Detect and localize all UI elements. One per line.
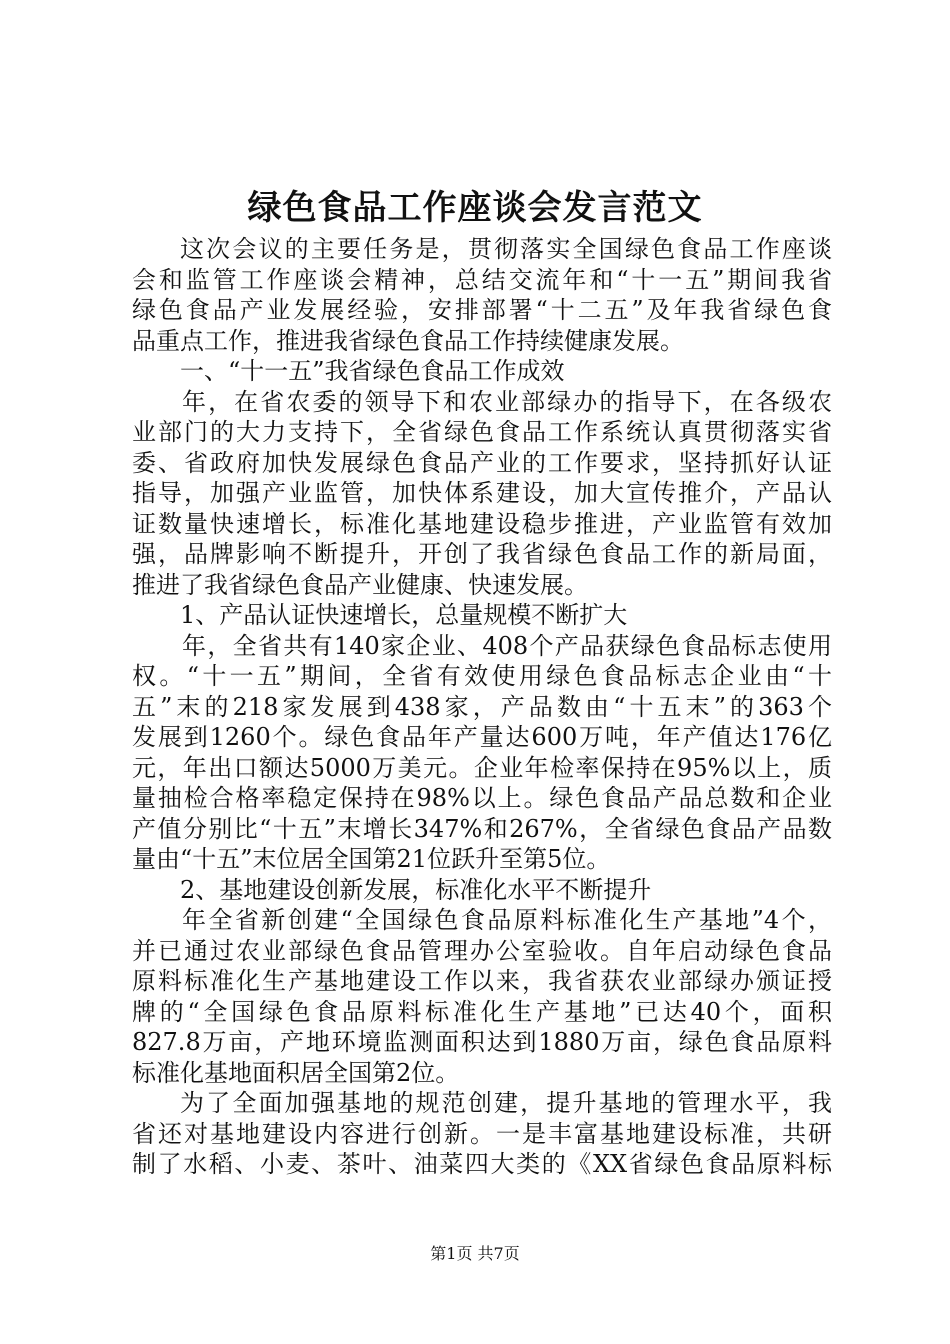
- page-number-footer: 第1页 共7页: [430, 1244, 520, 1263]
- paragraph-line: 省还对基地建设内容进行创新。一是丰富基地建设标准，共研: [132, 1119, 832, 1148]
- paragraph-line: 元，年出口额达5000万美元。企业年检率保持在95%以上，质: [132, 753, 832, 782]
- paragraph-line: 制了水稻、小麦、茶叶、油菜四大类的《XX省绿色食品原料标: [132, 1150, 832, 1178]
- paragraph-line: 绿色食品产业发展经验，安排部署“十二五”及年我省绿色食: [132, 296, 832, 324]
- paragraph-line: 业部门的大力支持下，全省绿色食品工作系统认真贯彻落实省: [132, 418, 832, 446]
- paragraph-line: 会和监管工作座谈会精神，总结交流年和“十一五”期间我省: [132, 265, 832, 294]
- paragraph-line: 并已通过农业部绿色食品管理办公室验收。自年启动绿色食品: [132, 936, 832, 965]
- paragraph-line: 这次会议的主要任务是，贯彻落实全国绿色食品工作座谈: [180, 235, 832, 263]
- paragraph-line: 权。“十一五”期间，全省有效使用绿色食品标志企业由“十: [132, 662, 832, 690]
- paragraph-line: 推进了我省绿色食品产业健康、快速发展。: [132, 570, 588, 599]
- paragraph-line: 牌的“全国绿色食品原料标准化生产基地”已达40个，面积: [132, 997, 832, 1026]
- document-title: 绿色食品工作座谈会发言范文: [247, 188, 703, 228]
- paragraph-line: 量抽检合格率稳定保持在98%以上。绿色食品产品总数和企业: [132, 784, 832, 812]
- paragraph-line: 年，全省共有140家企业、408个产品获绿色食品标志使用: [182, 631, 832, 660]
- paragraph-line: 证数量快速增长，标准化基地建设稳步推进，产业监管有效加: [132, 509, 832, 538]
- paragraph-line: 五”末的218家发展到438家，产品数由“十五末”的363个: [132, 692, 832, 721]
- section-heading: 一、“十一五”我省绿色食品工作成效: [180, 357, 565, 385]
- paragraph-line: 为了全面加强基地的规范创建，提升基地的管理水平，我: [180, 1089, 832, 1117]
- paragraph-line: 原料标准化生产基地建设工作以来，我省获农业部绿办颁证授: [132, 967, 832, 995]
- section-heading: 1、产品认证快速增长，总量规模不断扩大: [180, 601, 628, 629]
- document-body: [132, 234, 832, 1180]
- section-heading: 2、基地建设创新发展，标准化水平不断提升: [180, 875, 652, 904]
- paragraph-line: 产值分别比“十五”末增长347%和267%，全省绿色食品产品数: [132, 814, 832, 843]
- paragraph-line: 指导，加强产业监管，加快体系建设，加大宣传推介，产品认: [132, 479, 832, 507]
- paragraph-line: 发展到1260个。绿色食品年产量达600万吨，年产值达176亿: [132, 723, 832, 751]
- paragraph-line: 量由“十五”末位居全国第21位跃升至第5位。: [132, 845, 611, 873]
- paragraph-line: 强，品牌影响不断提升，开创了我省绿色食品工作的新局面，: [132, 540, 832, 568]
- paragraph-line: 标准化基地面积居全国第2位。: [132, 1058, 460, 1087]
- paragraph-line: 年，在省农委的领导下和农业部绿办的指导下，在各级农: [182, 387, 832, 416]
- paragraph-line: 委、省政府加快发展绿色食品产业的工作要求，坚持抓好认证: [132, 448, 832, 477]
- paragraph-line: 品重点工作，推进我省绿色食品工作持续健康发展。: [132, 326, 684, 355]
- paragraph-line: 827.8万亩，产地环境监测面积达到1880万亩，绿色食品原料: [132, 1028, 832, 1056]
- paragraph-line: 年全省新创建“全国绿色食品原料标准化生产基地”4个，: [182, 906, 832, 934]
